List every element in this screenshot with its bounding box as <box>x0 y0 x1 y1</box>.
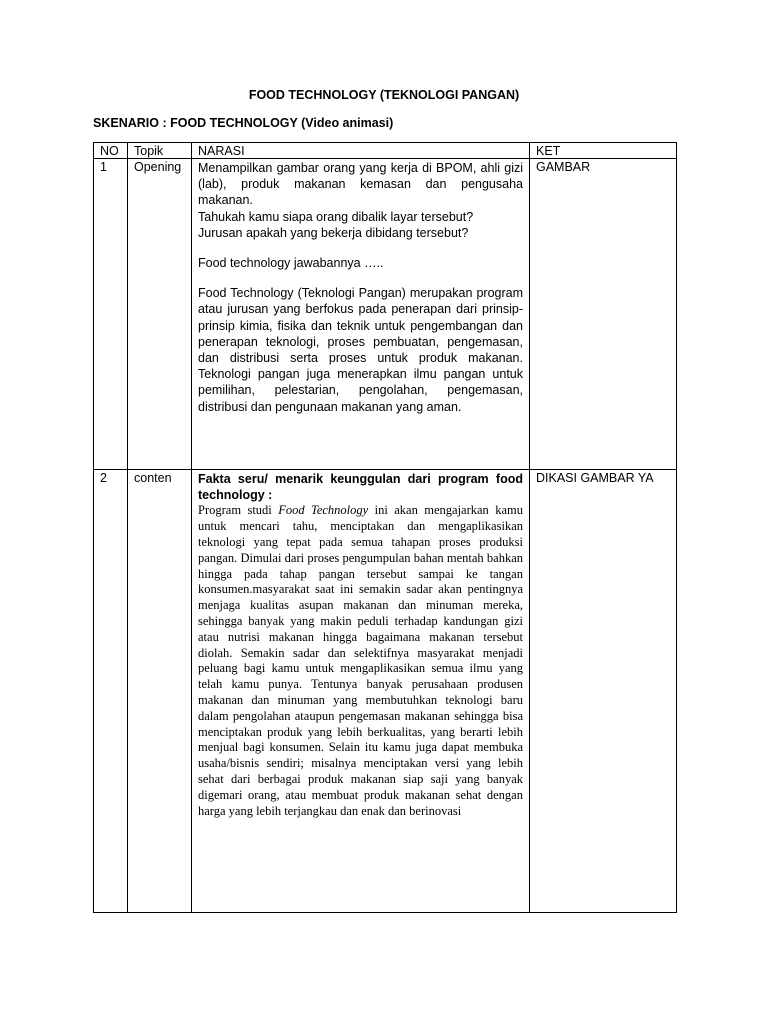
table-header-row <box>94 143 677 159</box>
narration-body <box>198 503 523 819</box>
narration-paragraph: Food Technology (Teknologi Pangan) merupakan program atau jurusan yang berfokus pada penerapan dari prinsip-prinsip kimia, fisika dan teknik untuk pengembangan dan penerapan teknologi, proses pembuatan, pengemasan, dan distribusi serta proses untuk produk makanan. Teknologi pangan juga menerapkan ilmu pangan untuk pemilihan, pelestarian, pengolahan, pengemasan, distribusi dan pengunaan makanan yang aman. <box>198 286 523 414</box>
row-number: 2 <box>94 470 128 913</box>
header-no: NO <box>94 143 128 159</box>
scenario-subtitle: SKENARIO : FOOD TECHNOLOGY (Video animasi) <box>93 116 394 130</box>
row-note: GAMBAR <box>530 159 677 470</box>
row-narration <box>192 470 530 913</box>
header-narasi: NARASI <box>192 143 530 159</box>
narration-intro: Program studi <box>198 503 272 518</box>
narration-answer: Food technology jawabannya ….. <box>198 256 384 271</box>
header-topik: Topik <box>128 143 192 159</box>
narration-question: Jurusan apakah yang bekerja dibidang tersebut? <box>198 225 469 240</box>
row-note: DIKASI GAMBAR YA <box>530 470 677 913</box>
scenario-table <box>93 142 677 913</box>
row-topic: conten <box>128 470 192 913</box>
row-narration <box>192 159 530 470</box>
row-topic: Opening <box>128 159 192 470</box>
narration-italic-term: Food Technology <box>278 503 369 518</box>
narration-text: ini akan mengajarkan kamu untuk mencari tahu, menciptakan dan mengaplikasikan teknologi yang tepat pada semua tahapan proses produksi pangan. Dimulai dari proses pengumpulan bahan mentah bahkan hingga pada tahap pangan tersebut sampai ke tangan konsumen.masyarakat saat ini semakin sadar akan pentingnya menjaga kualitas asupan makanan dan minuman mereka, sehingga banyak yang makin peduli terhadap kandungan gizi atau nutrisi makanan hingga bagaimana makanan tersebut diolah. Semakin sadar dan selektifnya masyarakat menjadi peluang bagi kamu untuk mengaplikasikan semua ilmu yang telah kamu punya. Tentunya banyak perusahaan produsen makanan dan minuman yang membutuhkan teknologi baru dalam pengolahan ataupun pengemasan makanan sehingga bisa menciptakan produk yang lebih berkualitas, yang berarti lebih menjual bagi konsumen. Selain itu kamu juga dapat membuka usaha/bisnis sendiri; misalnya menciptakan versi yang lebih sehat dari berbagai produk makanan siap saji yang banyak digemari orang, atau membuat produk makanan sehat dengan harga yang lebih terjangkau dan enak dan berinovasi <box>198 503 523 818</box>
table-row <box>94 470 677 913</box>
header-ket: KET <box>530 143 677 159</box>
narration-question: Tahukah kamu siapa orang dibalik layar tersebut? <box>198 209 474 224</box>
row-number: 1 <box>94 159 128 470</box>
document-title: FOOD TECHNOLOGY (TEKNOLOGI PANGAN) <box>248 88 520 102</box>
narration-heading: Fakta seru/ menarik keunggulan dari program food technology : <box>198 472 523 503</box>
narration-paragraph: Menampilkan gambar orang yang kerja di BPOM, ahli gizi (lab), produk makanan kemasan dan pengusaha makanan. <box>198 161 523 208</box>
table-row <box>94 159 677 470</box>
